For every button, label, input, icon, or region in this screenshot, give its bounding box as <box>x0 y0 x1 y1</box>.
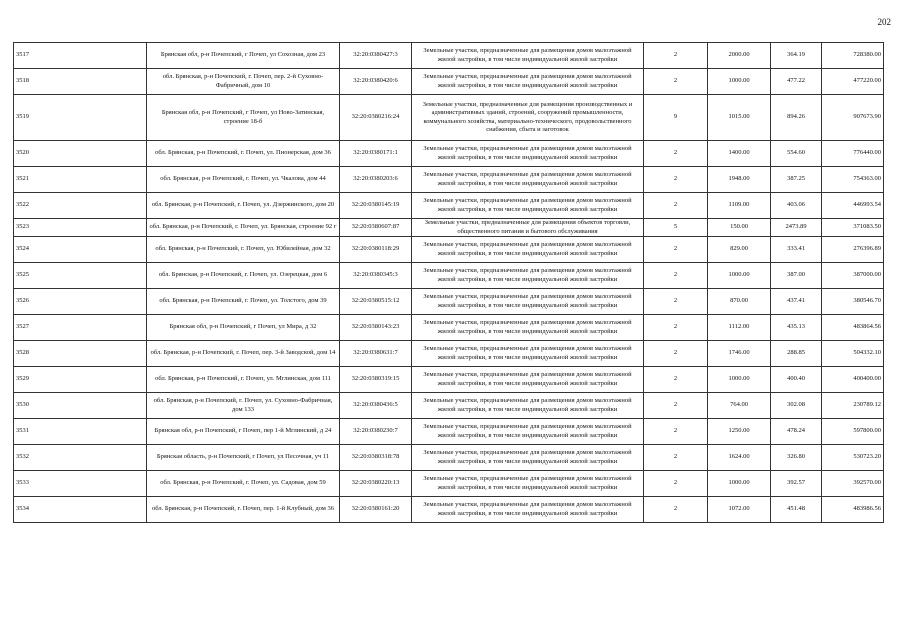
cadastral-number-cell: 32:20:0380607:87 <box>340 219 412 237</box>
land-use-cell: Земельные участки, предназначенные для размещения домов малоэтажной жилой застройки, в том числе индивидуальной жилой застройки <box>412 237 644 263</box>
land-use-cell: Земельные участки, предназначенные для размещения домов малоэтажной жилой застройки, в том числе индивидуальной жилой застройки <box>412 471 644 497</box>
row-number: 3518 <box>14 69 147 95</box>
address-cell: Брянская обл, р-н Почепский, г Почеп, пер 1-й Мглинский, д 24 <box>147 419 340 445</box>
address-cell: обл. Брянская, р-н Почепский, г. Почеп, пер. 2-й Суховно-Фабричный, дом 10 <box>147 69 340 95</box>
area-cell: 1112.00 <box>708 315 771 341</box>
land-use-cell: Земельные участки, предназначенные для размещения домов малоэтажной жилой застройки, в том числе индивидуальной жилой застройки <box>412 141 644 167</box>
cadastral-value-cell: 597800.00 <box>822 419 884 445</box>
table-row <box>14 315 884 341</box>
group-number-cell: 2 <box>644 289 708 315</box>
address-cell: обл. Брянская, р-н Почепский, г. Почеп, ул. Мглинская, дом 111 <box>147 367 340 393</box>
cadastral-number-cell: 32:20:0380161:20 <box>340 497 412 523</box>
cadastral-value-cell: 230789.12 <box>822 393 884 419</box>
cadastral-value-cell: 446993.54 <box>822 193 884 219</box>
row-number: 3530 <box>14 393 147 419</box>
specific-value-cell: 364.19 <box>771 43 822 69</box>
table-row <box>14 393 884 419</box>
address-cell: обл. Брянская, р-н Почепский, г. Почеп, ул. Суховно-Фабричная, дом 133 <box>147 393 340 419</box>
group-number-cell: 2 <box>644 193 708 219</box>
address-cell: обл. Брянская, р-н Почепский, г. Почеп, ул. Чкалова, дом 44 <box>147 167 340 193</box>
specific-value-cell: 326.80 <box>771 445 822 471</box>
area-cell: 2000.00 <box>708 43 771 69</box>
land-use-cell: Земельные участки, предназначенные для размещения домов малоэтажной жилой застройки, в том числе индивидуальной жилой застройки <box>412 167 644 193</box>
area-cell: 150.00 <box>708 219 771 237</box>
group-number-cell: 2 <box>644 497 708 523</box>
specific-value-cell: 2473.89 <box>771 219 822 237</box>
area-cell: 1400.00 <box>708 141 771 167</box>
cadastral-value-cell: 776440.00 <box>822 141 884 167</box>
specific-value-cell: 435.13 <box>771 315 822 341</box>
group-number-cell: 2 <box>644 43 708 69</box>
specific-value-cell: 387.00 <box>771 263 822 289</box>
land-use-cell: Земельные участки, предназначенные для размещения домов малоэтажной жилой застройки, в том числе индивидуальной жилой застройки <box>412 289 644 315</box>
area-cell: 1250.00 <box>708 419 771 445</box>
area-cell: 1000.00 <box>708 69 771 95</box>
table-row <box>14 193 884 219</box>
row-number: 3522 <box>14 193 147 219</box>
table-row <box>14 69 884 95</box>
cadastral-number-cell: 32:20:0380427:3 <box>340 43 412 69</box>
address-cell: Брянская обл, р-н Почепский, г Почеп, ул Сохозная, дом 23 <box>147 43 340 69</box>
specific-value-cell: 400.40 <box>771 367 822 393</box>
cadastral-number-cell: 32:20:0380436:5 <box>340 393 412 419</box>
specific-value-cell: 477.22 <box>771 69 822 95</box>
row-number: 3531 <box>14 419 147 445</box>
specific-value-cell: 894.26 <box>771 95 822 141</box>
land-use-cell: Земельные участки, предназначенные для размещения домов малоэтажной жилой застройки, в том числе индивидуальной жилой застройки <box>412 263 644 289</box>
land-use-cell: Земельные участки, предназначенные для размещения домов малоэтажной жилой застройки, в том числе индивидуальной жилой застройки <box>412 445 644 471</box>
cadastral-value-cell: 754363.00 <box>822 167 884 193</box>
cadastral-value-cell: 483864.56 <box>822 315 884 341</box>
table-row <box>14 167 884 193</box>
cadastral-number-cell: 32:20:0380216:24 <box>340 95 412 141</box>
group-number-cell: 2 <box>644 471 708 497</box>
specific-value-cell: 333.41 <box>771 237 822 263</box>
address-cell: Брянская обл, р-н Почепский, г Почеп, ул Мира, д 32 <box>147 315 340 341</box>
land-use-cell: Земельные участки, предназначенные для размещения домов малоэтажной жилой застройки, в том числе индивидуальной жилой застройки <box>412 69 644 95</box>
area-cell: 829.00 <box>708 237 771 263</box>
row-number: 3527 <box>14 315 147 341</box>
cadastral-value-cell: 530723.20 <box>822 445 884 471</box>
cadastral-number-cell: 32:20:0380230:7 <box>340 419 412 445</box>
cadastral-value-cell: 400400.00 <box>822 367 884 393</box>
cadastral-number-cell: 32:20:0380318:78 <box>340 445 412 471</box>
address-cell: обл. Брянская, р-н Почепский, г. Почеп, ул. Брянская, строение 92 г <box>147 219 340 237</box>
table-row <box>14 419 884 445</box>
land-use-cell: Земельные участки, предназначенные для размещения домов малоэтажной жилой застройки, в том числе индивидуальной жилой застройки <box>412 497 644 523</box>
row-number: 3524 <box>14 237 147 263</box>
table-row <box>14 141 884 167</box>
cadastral-value-cell: 477220.00 <box>822 69 884 95</box>
area-cell: 1000.00 <box>708 471 771 497</box>
row-number: 3519 <box>14 95 147 141</box>
group-number-cell: 2 <box>644 237 708 263</box>
specific-value-cell: 437.41 <box>771 289 822 315</box>
cadastral-value-cell: 380546.70 <box>822 289 884 315</box>
group-number-cell: 5 <box>644 219 708 237</box>
cadastral-number-cell: 32:20:0380118:29 <box>340 237 412 263</box>
specific-value-cell: 554.60 <box>771 141 822 167</box>
group-number-cell: 2 <box>644 69 708 95</box>
cadastral-value-cell: 728380.00 <box>822 43 884 69</box>
row-number: 3523 <box>14 219 147 237</box>
cadastral-value-cell: 387000.00 <box>822 263 884 289</box>
cadastral-value-table <box>13 42 884 523</box>
table-row <box>14 289 884 315</box>
address-cell: Брянская область, р-н Почепский, г Почеп, ул Песочная, уч 11 <box>147 445 340 471</box>
cadastral-number-cell: 32:20:0380420:6 <box>340 69 412 95</box>
land-use-cell: Земельные участки, предназначенные для размещения домов малоэтажной жилой застройки, в том числе индивидуальной жилой застройки <box>412 341 644 367</box>
cadastral-number-cell: 32:20:0380515:12 <box>340 289 412 315</box>
area-cell: 870.00 <box>708 289 771 315</box>
cadastral-number-cell: 32:20:0380143:23 <box>340 315 412 341</box>
group-number-cell: 9 <box>644 95 708 141</box>
address-cell: обл. Брянская, р-н Почепский, г. Почеп, ул. Пионерская, дом 36 <box>147 141 340 167</box>
address-cell: Брянская обл, р-н Почепский, г Почеп, ул Ново-Затинская, строение 18-б <box>147 95 340 141</box>
cadastral-value-cell: 392570.00 <box>822 471 884 497</box>
group-number-cell: 2 <box>644 419 708 445</box>
table-row <box>14 95 884 141</box>
land-use-cell: Земельные участки, предназначенные для размещения домов малоэтажной жилой застройки, в том числе индивидуальной жилой застройки <box>412 315 644 341</box>
table-row <box>14 367 884 393</box>
row-number: 3520 <box>14 141 147 167</box>
area-cell: 1746.00 <box>708 341 771 367</box>
land-use-cell: Земельные участки, предназначенные для размещения домов малоэтажной жилой застройки, в том числе индивидуальной жилой застройки <box>412 393 644 419</box>
row-number: 3525 <box>14 263 147 289</box>
row-number: 3532 <box>14 445 147 471</box>
group-number-cell: 2 <box>644 367 708 393</box>
page-number: 202 <box>877 17 891 27</box>
table-body <box>14 43 884 523</box>
land-use-cell: Земельные участки, предназначенные для размещения домов малоэтажной жилой застройки, в том числе индивидуальной жилой застройки <box>412 43 644 69</box>
specific-value-cell: 288.85 <box>771 341 822 367</box>
area-cell: 1000.00 <box>708 263 771 289</box>
specific-value-cell: 403.06 <box>771 193 822 219</box>
area-cell: 1948.00 <box>708 167 771 193</box>
group-number-cell: 2 <box>644 263 708 289</box>
land-use-cell: Земельные участки, предназначенные для размещения производственных и административных зданий, строений, сооружений промышленности, коммунального хозяйства, материально-технического, продовольственного снабжения, сбыта и заготовок <box>412 95 644 141</box>
cadastral-number-cell: 32:20:0380203:6 <box>340 167 412 193</box>
table-row <box>14 237 884 263</box>
cadastral-number-cell: 32:20:0380220:13 <box>340 471 412 497</box>
table-row <box>14 471 884 497</box>
area-cell: 1624.00 <box>708 445 771 471</box>
table-row <box>14 263 884 289</box>
address-cell: обл. Брянская, р-н Почепский, г. Почеп, ул. Толстого, дом 39 <box>147 289 340 315</box>
area-cell: 1015.00 <box>708 95 771 141</box>
group-number-cell: 2 <box>644 445 708 471</box>
row-number: 3526 <box>14 289 147 315</box>
cadastral-number-cell: 32:20:0380631:7 <box>340 341 412 367</box>
cadastral-number-cell: 32:20:0380171:1 <box>340 141 412 167</box>
address-cell: обл. Брянская, р-н Почепский, г. Почеп, пер. 1-й Клубный, дом 36 <box>147 497 340 523</box>
cadastral-value-cell: 907673.90 <box>822 95 884 141</box>
group-number-cell: 2 <box>644 341 708 367</box>
specific-value-cell: 302.08 <box>771 393 822 419</box>
cadastral-value-cell: 371083.50 <box>822 219 884 237</box>
area-cell: 1000.00 <box>708 367 771 393</box>
table-row <box>14 445 884 471</box>
cadastral-value-cell: 276396.89 <box>822 237 884 263</box>
row-number: 3521 <box>14 167 147 193</box>
address-cell: обл. Брянская, р-н Почепский, г. Почеп, ул. Юбилейная, дом 32 <box>147 237 340 263</box>
table-row <box>14 341 884 367</box>
row-number: 3517 <box>14 43 147 69</box>
cadastral-value-cell: 483986.56 <box>822 497 884 523</box>
specific-value-cell: 392.57 <box>771 471 822 497</box>
land-use-cell: Земельные участки, предназначенные для размещения домов малоэтажной жилой застройки, в том числе индивидуальной жилой застройки <box>412 419 644 445</box>
row-number: 3529 <box>14 367 147 393</box>
group-number-cell: 2 <box>644 141 708 167</box>
row-number: 3528 <box>14 341 147 367</box>
address-cell: обл. Брянская, р-н Почепский, г. Почеп, ул. Садовая, дом 59 <box>147 471 340 497</box>
land-use-cell: Земельные участки, предназначенные для размещения домов малоэтажной жилой застройки, в том числе индивидуальной жилой застройки <box>412 193 644 219</box>
specific-value-cell: 478.24 <box>771 419 822 445</box>
table-row <box>14 219 884 237</box>
cadastral-number-cell: 32:20:0380145:19 <box>340 193 412 219</box>
land-use-cell: Земельные участки, предназначенные для размещения объектов торговли, общественного питания и бытового обслуживания <box>412 219 644 237</box>
row-number: 3534 <box>14 497 147 523</box>
address-cell: обл. Брянская, р-н Почепский, г. Почеп, пер. 3-й Заводской, дом 14 <box>147 341 340 367</box>
group-number-cell: 2 <box>644 315 708 341</box>
area-cell: 1072.00 <box>708 497 771 523</box>
address-cell: обл. Брянская, р-н Почепский, г. Почеп, ул. Озерецкая, дом 6 <box>147 263 340 289</box>
specific-value-cell: 387.25 <box>771 167 822 193</box>
area-cell: 764.00 <box>708 393 771 419</box>
cadastral-number-cell: 32:20:0380345:3 <box>340 263 412 289</box>
table-row <box>14 497 884 523</box>
table-row <box>14 43 884 69</box>
address-cell: обл. Брянская, р-н Почепский, г. Почеп, ул. Дзержинского, дом 20 <box>147 193 340 219</box>
specific-value-cell: 451.48 <box>771 497 822 523</box>
cadastral-number-cell: 32:20:0380319:15 <box>340 367 412 393</box>
land-use-cell: Земельные участки, предназначенные для размещения домов малоэтажной жилой застройки, в том числе индивидуальной жилой застройки <box>412 367 644 393</box>
cadastral-value-cell: 504332.10 <box>822 341 884 367</box>
group-number-cell: 2 <box>644 167 708 193</box>
row-number: 3533 <box>14 471 147 497</box>
group-number-cell: 2 <box>644 393 708 419</box>
area-cell: 1109.00 <box>708 193 771 219</box>
